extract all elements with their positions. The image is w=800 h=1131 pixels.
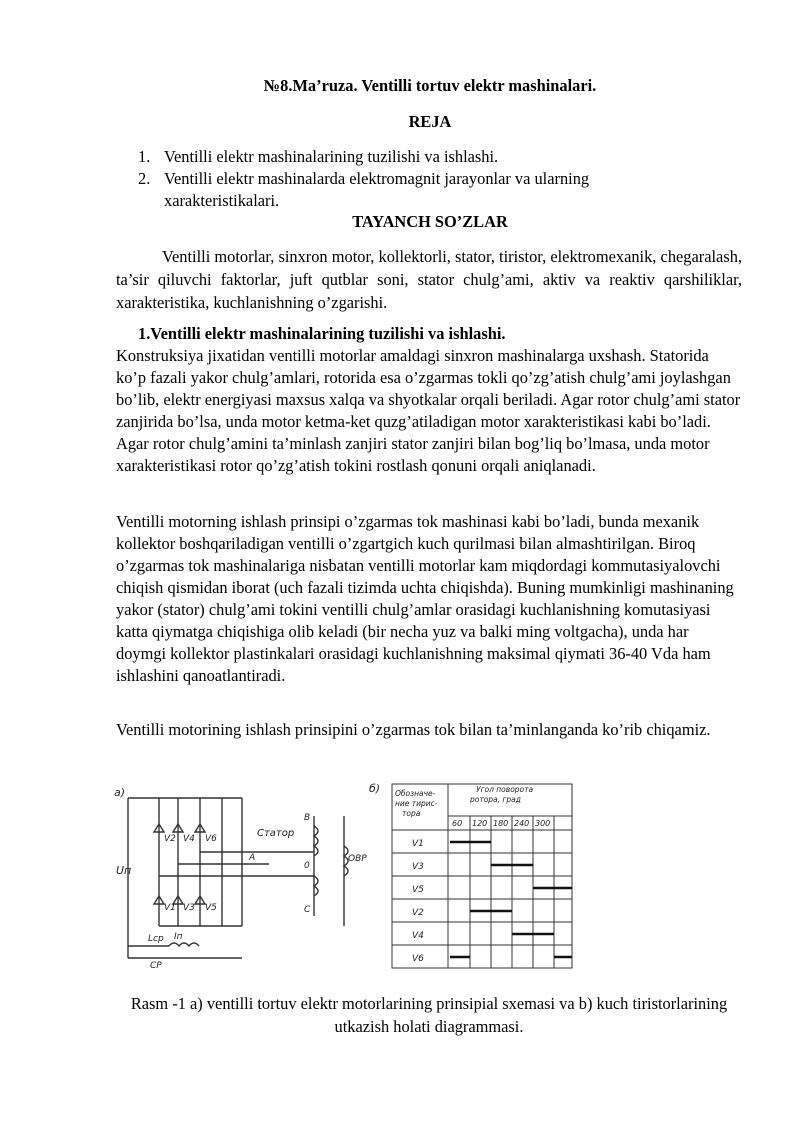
- stator-label: Статор: [257, 828, 295, 839]
- body-paragraph: Konstruksiya jixatidan ventilli motorlar amaldagi sinxron mashinalarga uxshash. Statorida ko’p fazali yakor chulg’amlari, rotorida esa o’zgarmas tokli qo’zg’atish chulg’ami joylashgan bo’lib, elektr energiyasi maxsus xalqa va shyotkalar orqali beriladi. Agar rotor chulg’ami stator zanjirida bo’lsa, unda motor ketma-ket quzg’atiladigan motor xarakteristikasi kabi bo’ladi. Agar rotor chulg’amini ta’minlash zanjiri stator zanjiri bilan bog’liq bo’lmasa, unda motor xarakteristikasi rotor qo’zg’atish tokini rostlash qonuni orqali aniqlanadi.: [116, 346, 741, 475]
- plan-list: [138, 146, 698, 212]
- table-row-label: V1: [412, 839, 424, 849]
- thyristor-label: V1: [164, 903, 176, 913]
- thyristor-label: V6: [205, 834, 217, 844]
- choke-label: СР: [150, 961, 162, 971]
- angle-label: 120: [472, 819, 488, 828]
- table-row-label: V6: [412, 954, 424, 964]
- plan-item: [138, 146, 698, 168]
- table-row-label: V4: [412, 931, 424, 941]
- phase-label: A: [249, 853, 256, 863]
- plan-item: [138, 168, 698, 212]
- table-header-col: Обозначе-ние тирис-тора: [395, 789, 438, 818]
- angle-label: 60: [452, 819, 463, 828]
- plan-item-text: Ventilli elektr mashinalarining tuzilishi va ishlashi.: [164, 147, 499, 166]
- choke-label: Lср: [148, 934, 164, 944]
- phase-label: 0: [304, 861, 310, 871]
- supply-label: Uп: [116, 864, 132, 877]
- angle-label: 180: [493, 819, 509, 828]
- plan-heading: REJA: [408, 112, 452, 131]
- plan-item-number: 2.: [138, 169, 151, 188]
- table-row-label: V2: [412, 908, 424, 918]
- plan-item-number: 1.: [138, 147, 151, 166]
- table-row-label: V5: [412, 885, 424, 895]
- keywords-heading: TAYANCH SO’ZLAR: [352, 212, 508, 231]
- thyristor-label: V5: [205, 903, 217, 913]
- angle-label: 300: [535, 819, 551, 828]
- plan-item-text: Ventilli elektr mashinalarda elektromagnit jarayonlar va ularning xarakteristikalari.: [164, 169, 590, 210]
- thyristor-label: V2: [164, 834, 176, 844]
- thyristor-label: V4: [183, 834, 195, 844]
- section-heading: 1.Ventilli elektr mashinalarining tuzilishi va ishlashi.: [138, 324, 506, 343]
- circuit-figure: [114, 776, 584, 976]
- label-b: б): [369, 782, 381, 795]
- phase-label: C: [304, 905, 311, 915]
- table-header-angle: Угол поворота ротора, град: [470, 785, 534, 804]
- keywords-paragraph: Ventilli motorlar, sinxron motor, kollektorli, stator, tiristor, elektromexanik, chegaralash, ta’sir qiluvchi faktorlar, juft qutblar soni, stator chulg’ami, aktiv va reaktiv qarshiliklar, xarakteristika, kuchlanishning o’zgarishi.: [116, 247, 742, 312]
- body-paragraph: Ventilli motorining ishlash prinsipini o’zgarmas tok bilan ta’minlanganda ko’rib chiqamiz.: [116, 720, 711, 739]
- label-a: а): [114, 786, 126, 799]
- table-row-label: V3: [412, 862, 424, 872]
- lecture-title: №8.Ma’ruza. Ventilli tortuv elektr mashinalari.: [263, 76, 597, 95]
- body-paragraph: Ventilli motorning ishlash prinsipi o’zgarmas tok mashinasi kabi bo’ladi, bunda mexanik kollektor boshqariladigan ventilli o’zgartgich kuch qurilmasi bilan almashtirilgan. Biroq o’zgarmas tok mashinalariga nisbatan ventilli motorlar kam miqdordagi kommutasiyalovchi chiqish qismidan iborat (uch fazali tizimda uchta chiqishda). Buning mumkinligi mashinaning yakor (stator) chulg’ami tokini ventilli chulg’amlar orasidagi kuchlanishning komutasiyasi katta qiymatga chiqishiga olib keladi (bir necha yuz va balki ming voltgacha), unda har doymgi kollektor plastinkalari orasidagi kuchlanishning maksimal qiymati 36-40 Vda ham ishlashini qanoatlantiradi.: [116, 512, 734, 685]
- field-winding-label: ОВР: [348, 854, 367, 864]
- thyristor-label: V3: [183, 903, 195, 913]
- choke-label: Iп: [174, 932, 183, 942]
- phase-label: B: [304, 813, 311, 823]
- angle-label: 240: [514, 819, 530, 828]
- figure-caption: Rasm -1 a) ventilli tortuv elektr motorlarining prinsipial sxemasi va b) kuch tiristorlarining utkazish holati diagrammasi.: [130, 994, 728, 1036]
